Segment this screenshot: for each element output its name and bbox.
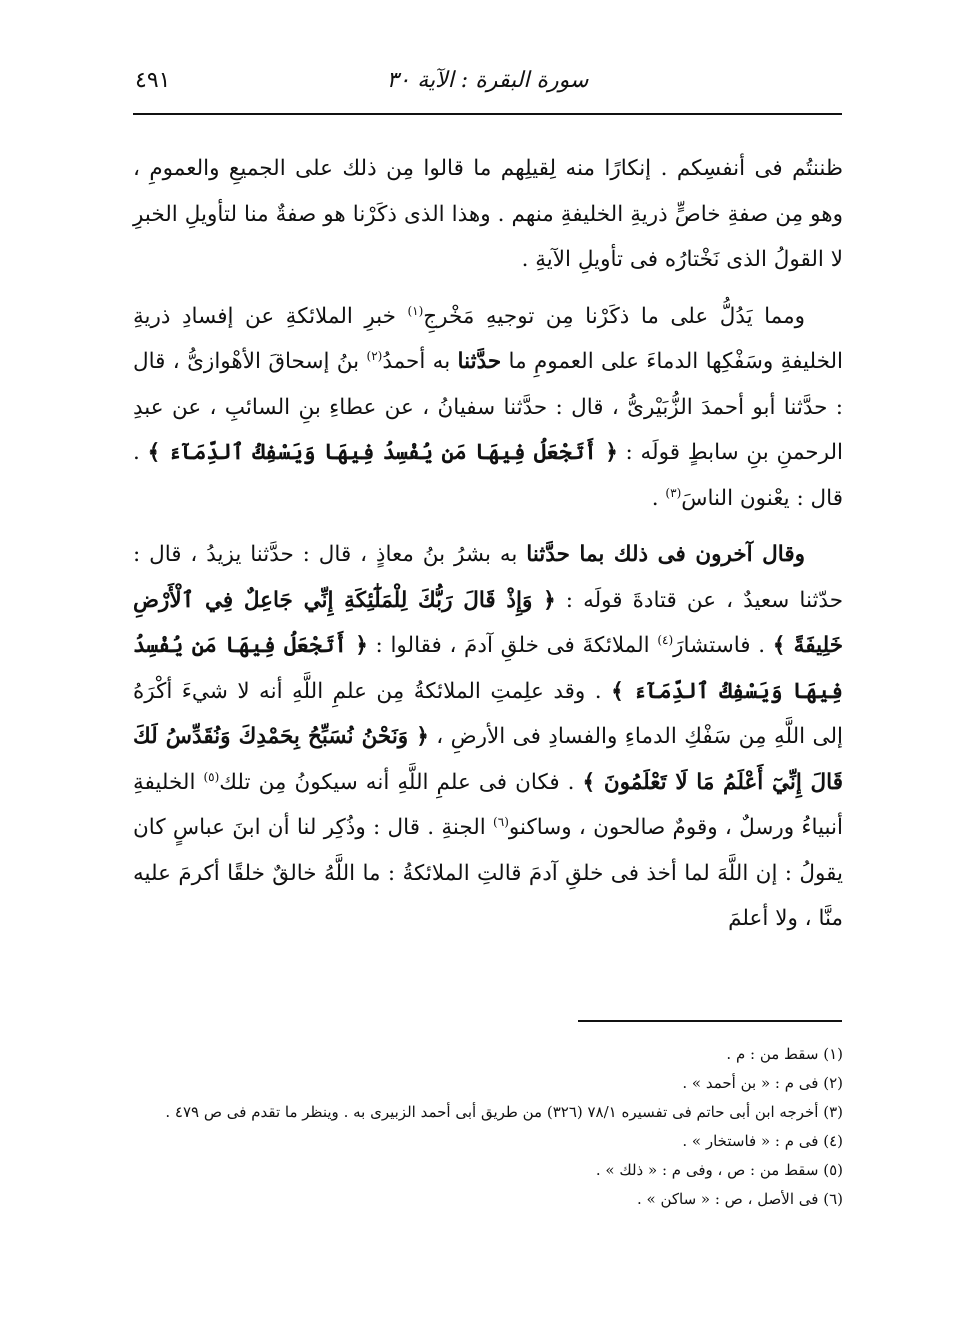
text-segment: به أحمدُ	[382, 349, 458, 374]
quran-verse: ﴿ وَنَحْنُ نُسَبِّحُ بِحَمْدِكَ وَنُقَدِّسُ لَكَ قَالَ إِنِّيٓ أَعْلَمُ مَا لَا تَعْلَمُونَ ﴾	[133, 724, 843, 795]
paragraph-2	[133, 294, 843, 522]
footnote-6: (٦) فى الأصل ، ص : « ساكن » .	[636, 1190, 843, 1208]
text-segment: . قال : يعْنون الناسَ	[133, 440, 843, 511]
footnote-1: (١) سقط من : م .	[726, 1045, 843, 1063]
text-segment: . فاستشارَ	[673, 633, 773, 658]
paragraph-3	[133, 532, 843, 942]
footnote-ref-1: (١)	[407, 303, 424, 318]
paragraph-1: ظننتُم فى أنفسِكم . إنكارًا منه لِقيلِهم ما قالوا مِن ذلك على الجميعِ والعمومِ ، وهو مِن صفةِ خاصٍّ ذريةِ الخليفةِ منهم . وهذا الذى ذكَرْنا هو صفةٌ منا لتأويلِ الخبرِ لا القولُ الذى نَخْتارُه فى تأويلِ الآيةِ .	[133, 156, 843, 272]
main-text	[133, 146, 843, 942]
text-segment: . وقد علِمتِ الملائكةُ مِن علمِ اللَّهِ أنه لا شيءَ أكْرَهُ إلى اللَّهِ مِن سَفْكِ الدماءِ والفسادِ فى الأرضِ ،	[133, 678, 843, 749]
text-segment: الملائكةَ فى خلقِ آدمَ ، فقالوا :	[367, 633, 658, 658]
footnote-4: (٤) فى م : « فاستخار » .	[682, 1132, 843, 1150]
footnote-ref-5: (٥)	[203, 769, 220, 784]
footnote-ref-3: (٣)	[665, 485, 682, 500]
header-rule	[133, 113, 842, 115]
page-number: ٤٩١	[135, 68, 171, 93]
footnote-rule	[578, 1020, 842, 1022]
isnad-keyword: حدَّثنا	[457, 349, 502, 374]
text-segment: خبرِ الملائكةِ عن إفسادِ ذريةِ الخليفةِ وسَفْكِها الدماءَ على العمومِ ما	[133, 303, 843, 374]
page-header	[135, 62, 840, 106]
running-title: سورة البقرة : الآية ٣٠	[386, 68, 589, 93]
footnote-5: (٥) سقط من : ص ، وفى م : « ذلك » .	[595, 1161, 843, 1179]
quran-verse: ﴿ وَإِذْ قَالَ رَبُّكَ لِلْمَلَٰٓئِكَةِ إِنِّي جَاعِلٌ فِي ٱلْأَرْضِ خَلِيفَةً ﴾	[133, 587, 843, 658]
footnotes	[133, 1040, 843, 1214]
text-segment: بنُ إسحاقَ الأهْوازىُّ ، قال : حدَّثنا أبو أحمدَ الزُّبَيْرىُّ ، قال : حدَّثنا سفيانُ ، عن عطاءِ بنِ السائبِ ، عن عبدِ الرحمنِ بنِ سابطٍ قولَه :	[133, 349, 843, 465]
footnote-ref-2: (٢)	[366, 348, 383, 363]
text-segment: .	[651, 485, 666, 511]
footnote-ref-6: (٦)	[493, 814, 509, 829]
isnad-keyword: حدَّثنا	[526, 542, 570, 567]
quran-verse: ﴿ أَتَجْعَلُ فِيهَا مَن يُفْسِدُ فِيهَا وَيَسْفِكُ ٱلدِّمَآءَ ﴾	[133, 633, 843, 704]
footnote-2: (٢) فى م : « بن أحمد » .	[682, 1074, 843, 1092]
text-segment: الجنةِ . قال : وذُكِر لنا أن ابنَ عباسٍ كان يقولُ : إن اللَّهَ لما أخذ فى خلقِ آدمَ قالتِ الملائكةُ : ما اللَّهُ خالقٌ خلقًا أكرمَ عليه منَّا ، ولا أعلمَ	[133, 815, 843, 931]
footnote-3: (٣) أخرجه ابن أبى حاتم فى تفسيره ٧٨/١ (٣٢٦) من طريق أبى أحمد الزبيرى به . وينظر ما تقدم فى ص ٤٧٩ .	[165, 1103, 843, 1121]
text-segment: به بشرُ بنُ معاذٍ ، قال : حدَّثنا يزيدُ ، قال : حدّثنا سعيدٌ ، عن قتادةَ قولَه :	[133, 542, 844, 613]
footnote-ref-4: (٤)	[657, 632, 674, 647]
text-segment: . فكان فى علمِ اللَّهِ أنه سيكونُ مِن تلك	[219, 769, 583, 795]
opinion-heading: وقال آخرون فى ذلك بما	[569, 542, 805, 567]
text-segment: ومما يَدُلُّ على ما ذكَرْنا مِن توجيهِ مَخْرجِ	[423, 303, 805, 329]
quran-verse: ﴿ أَتَجْعَلُ فِيهَا مَن يُفْسِدُ فِيهَا وَيَسْفِكُ ٱلدِّمَآءَ ﴾	[147, 440, 618, 465]
text-segment: الخليفةِ أنبياءُ ورسلٌ ، وقومٌ صالحون ، وساكنو	[133, 769, 843, 840]
